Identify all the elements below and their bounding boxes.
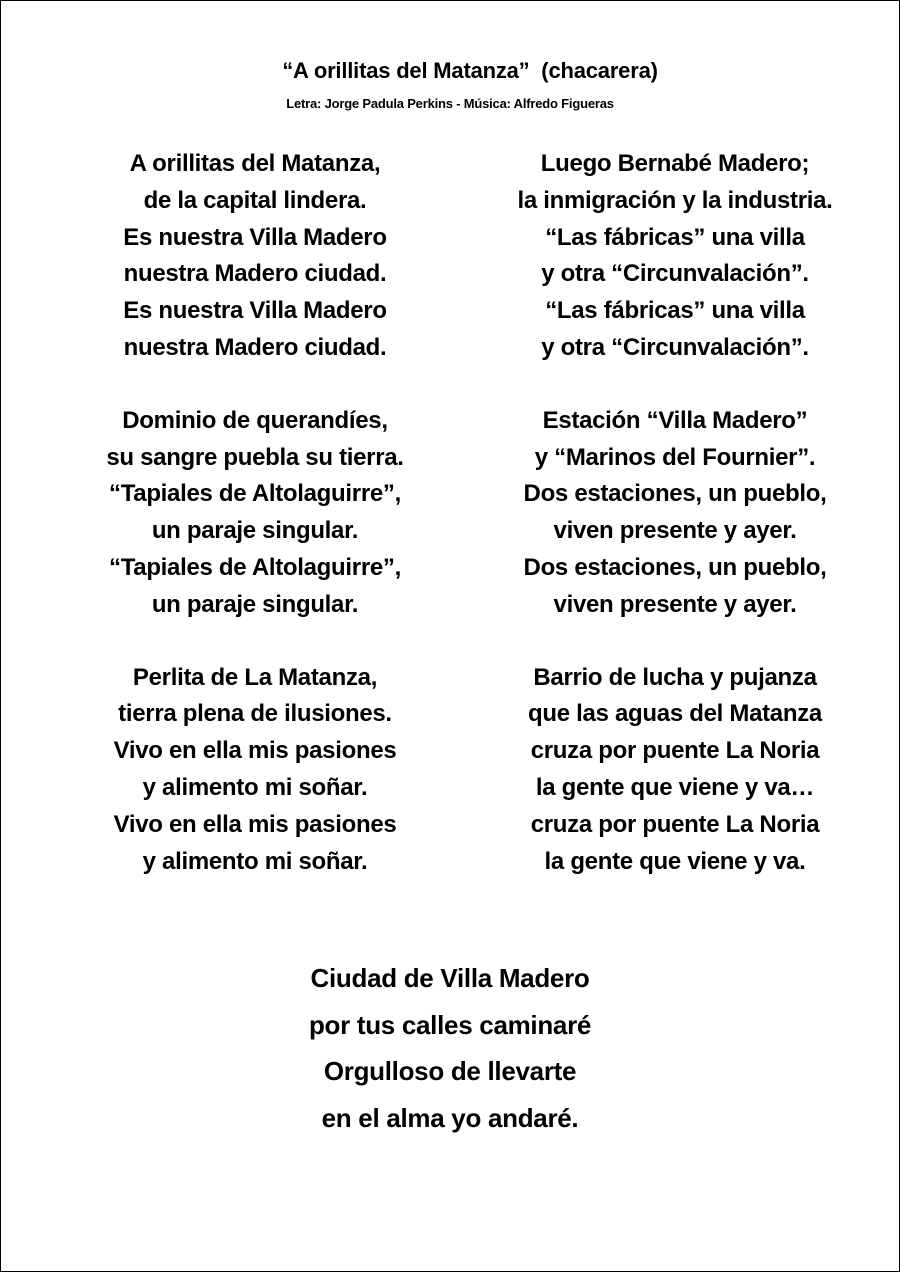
- lyric-line: “Tapiales de Altolaguirre”,: [109, 480, 401, 508]
- lyric-line: y “Marinos del Fournier”.: [534, 443, 816, 471]
- lyric-line: y otra “Circunvalación”.: [541, 333, 809, 361]
- stanza: [470, 146, 880, 367]
- lyric-line: viven presente y ayer.: [553, 517, 797, 545]
- lyric-line: “Las fábricas” una villa: [545, 297, 805, 325]
- lyrics-left-column: [60, 146, 450, 916]
- lyric-line: que las aguas del Matanza: [528, 700, 822, 728]
- lyric-line: Es nuestra Villa Madero: [123, 223, 387, 251]
- stanza: [60, 660, 450, 881]
- page-border-top: [0, 0, 900, 1]
- lyrics-right-column: [470, 146, 880, 916]
- lyric-line: un paraje singular.: [151, 590, 359, 618]
- lyric-line: de la capital lindera.: [143, 186, 367, 214]
- chorus-line: Orgulloso de llevarte: [323, 1056, 577, 1087]
- lyric-line: nuestra Madero ciudad.: [123, 333, 387, 361]
- lyric-line: la gente que viene y va.: [544, 847, 806, 875]
- lyric-line: su sangre puebla su tierra.: [106, 443, 404, 471]
- lyric-line: y otra “Circunvalación”.: [541, 260, 809, 288]
- lyric-line: “Tapiales de Altolaguirre”,: [109, 553, 401, 581]
- lyric-line: tierra plena de ilusiones.: [118, 700, 392, 728]
- lyric-line: Dos estaciones, un pueblo,: [523, 553, 827, 581]
- lyric-line: la inmigración y la industria.: [517, 186, 833, 214]
- lyric-line: nuestra Madero ciudad.: [123, 260, 387, 288]
- lyric-line: A orillitas del Matanza,: [129, 150, 381, 177]
- lyric-line: la gente que viene y va…: [535, 773, 815, 801]
- lyric-line: cruza por puente La Noria: [530, 737, 820, 765]
- lyric-line: Estación “Villa Madero”: [542, 406, 808, 434]
- lyric-line: Luego Bernabé Madero;: [540, 150, 810, 177]
- song-title: “A orillitas del Matanza” (chacarera): [282, 58, 658, 83]
- song-credits: Letra: Jorge Padula Perkins - Música: Alfredo Figueras: [286, 96, 614, 111]
- lyric-line: y alimento mi soñar.: [142, 773, 368, 801]
- stanza: [60, 403, 450, 624]
- chorus: [0, 955, 900, 1142]
- lyric-line: Barrio de lucha y pujanza: [533, 663, 817, 691]
- chorus-line: Ciudad de Villa Madero: [310, 963, 590, 993]
- lyric-line: Perlita de La Matanza,: [132, 663, 378, 691]
- lyric-line: “Las fábricas” una villa: [545, 223, 805, 251]
- stanza: [470, 403, 880, 624]
- chorus-line: en el alma yo andaré.: [321, 1103, 579, 1134]
- lyric-line: un paraje singular.: [151, 517, 359, 545]
- lyric-line: viven presente y ayer.: [553, 590, 797, 618]
- chorus-line: por tus calles caminaré: [308, 1009, 592, 1040]
- lyric-line: Es nuestra Villa Madero: [123, 297, 387, 325]
- lyric-line: Vivo en ella mis pasiones: [113, 810, 397, 838]
- stanza: [60, 146, 450, 367]
- stanza: [470, 660, 880, 881]
- lyric-line: cruza por puente La Noria: [530, 810, 820, 838]
- lyric-line: Vivo en ella mis pasiones: [113, 737, 397, 765]
- lyric-line: Dos estaciones, un pueblo,: [523, 480, 827, 508]
- lyric-line: y alimento mi soñar.: [142, 847, 368, 875]
- lyric-line: Dominio de querandíes,: [122, 406, 388, 434]
